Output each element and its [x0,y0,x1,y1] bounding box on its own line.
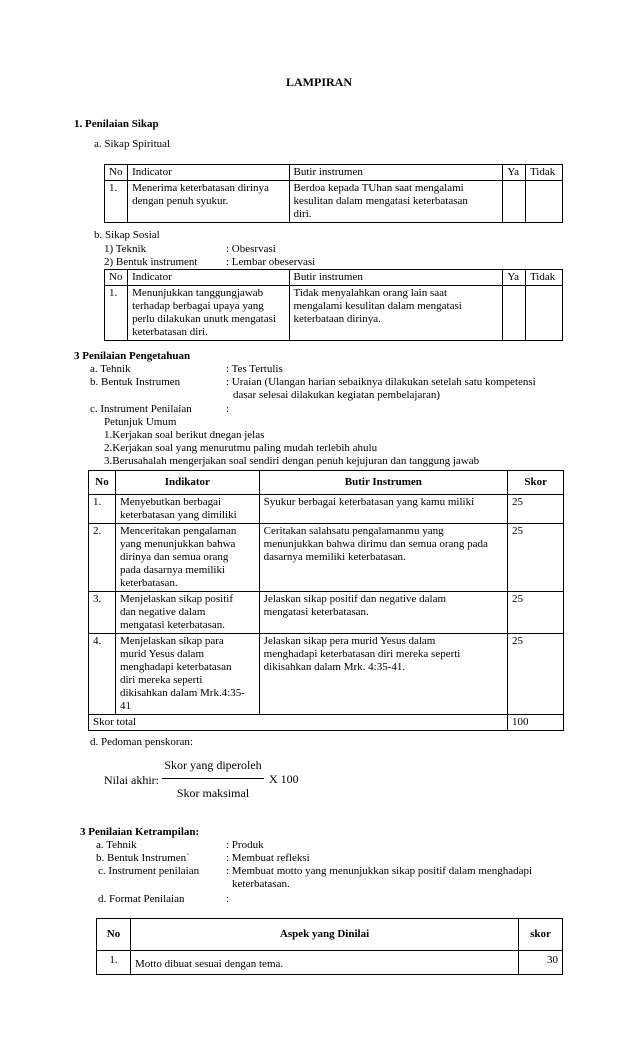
table-row [105,181,563,223]
step-item: 3.Berusahalah mengerjakan soal sendiri dengan penuh kejujuran dan tanggung jawab [104,455,480,467]
cell-line: dan negative dalam [119,606,206,618]
format-penilaian-value: : [226,893,230,905]
cell-no: 4. [89,634,116,715]
cell-indicator [128,286,289,341]
cell-line: Menunjukkan tanggungjawab [132,287,264,299]
col-header: skor [519,919,563,951]
cell-line: menghadapi keterbatasan [119,661,232,673]
table-row [89,592,564,634]
cell-line: dengan penuh syukur. [132,195,229,207]
cell-line: Menceritakan pengalaman [119,525,237,537]
col-header: Indicator [128,270,289,286]
cell-skor: 25 [508,592,564,634]
cell-no: 1. [89,495,116,524]
bentuk-instrumen-value-cont: dasar selesai dilakukan kegiatan pembelajaran) [233,389,441,401]
cell-butir [289,181,503,223]
col-header: No [89,471,116,495]
col-header: Indikator [115,471,259,495]
cell-line: Menjelaskan sikap para [119,635,224,647]
cell-line: Menyebutkan berbagai [119,496,222,508]
cell-line: Jelaskan sikap pera murid Yesus dalam [263,635,436,647]
cell-line: Berdoa kepada TUhan saat mengalami [293,182,464,194]
spiritual-table [104,164,563,223]
petunjuk-umum: Petunjuk Umum [104,416,177,428]
section-1b-heading: b. Sikap Sosial [94,229,160,241]
col-header: Indicator [128,165,289,181]
tehnik-label: a. Tehnik [90,363,131,375]
bentuk-instrumen-label: b. Bentuk Instrumen` [96,852,190,864]
bentuk-instrumen-value: : Membuat refleksi [226,852,310,864]
col-header: Butir instrumen [289,270,503,286]
cell-no: 1. [105,181,128,223]
table-total-row [89,715,564,731]
cell-tidak [525,181,562,223]
cell-butir [259,592,507,634]
section-1a-heading: a. Sikap Spiritual [94,138,171,150]
cell-butir [259,524,507,592]
cell-line: 41 [119,700,131,712]
cell-line: mengalami kesulitan dalam mengatasi [293,300,462,312]
cell-butir [259,634,507,715]
total-value: 100 [508,715,564,731]
col-header: Ya [503,165,526,181]
cell-indicator [128,181,289,223]
bentuk-instrumen-label: b. Bentuk Instrumen [90,376,181,388]
cell-line: Tidak menyalahkan orang lain saat [293,287,448,299]
cell-line: terhadap berbagai upaya yang [132,300,264,312]
cell-line: keterbatasan diri. [132,326,208,338]
instrument-penilaian-label: c. Instrument Penilaian [90,403,192,415]
cell-indikator [115,524,259,592]
cell-ya [503,181,526,223]
section-1-heading: 1. Penilaian Sikap [74,118,159,130]
cell-indikator [115,592,259,634]
instrument-penilaian-value-cont: keterbatasan. [232,878,290,890]
teknik-value: : Obesrvasi [226,243,276,255]
skill-table [96,918,563,975]
section-3-heading: 3 Penilaian Ketrampilan: [80,826,200,838]
bentuk-value: : Lembar obeservasi [226,256,316,268]
cell-line: Jelaskan sikap positif dan negative dalam [263,593,447,605]
cell-line: keterbatasan. [119,577,178,589]
bentuk-instrumen-value: : Uraian (Ulangan harian sebaiknya dilakukan setelah satu kompetensi [226,376,536,388]
cell-line: dikisahkan dalam Mrk.4:35- [119,687,245,699]
cell-line: yang menunjukkan bahwa [119,538,236,550]
cell-line: kesulitan dalam mengatasi keterbatasan [293,195,468,207]
tehnik-label: a. Tehnik [96,839,137,851]
table-row [89,634,564,715]
step-item: 1.Kerjakan soal berikut dnegan jelas [104,429,265,441]
bentuk-label: 2) Bentuk instrument [104,256,198,268]
col-header: No [105,270,128,286]
cell-line: diri mereka seperti [119,674,203,686]
formula-label: Nilai akhir: [104,773,159,787]
pedoman-penskoran: d. Pedoman penskoran: [90,736,193,748]
formula-denominator: Skor maksimal [176,786,250,800]
cell-indikator [115,495,259,524]
cell-line: pada dasarnya memiliki [119,564,226,576]
col-header: Tidak [525,165,562,181]
knowledge-table [88,470,564,731]
instrument-penilaian-value: : Membuat motto yang menunjukkan sikap positif dalam menghadapi [226,865,533,877]
col-header: Aspek yang Dinilai [130,919,518,951]
cell-line: diri. [293,208,312,220]
social-table [104,269,563,341]
col-header: No [97,919,131,951]
cell-line: mengatasi keterbatasan. [263,606,369,618]
step-item: 2.Kerjakan soal yang menurutmu paling mudah terlebih ahulu [104,442,378,454]
cell-line: menunjukkan bahwa dirimu dan semua orang pada [263,538,488,550]
col-header: Skor [508,471,564,495]
table-row [89,524,564,592]
cell-skor: 30 [519,951,563,975]
section-2-heading: 3 Penilaian Pengetahuan [74,350,191,362]
cell-line: Menjelaskan sikap positif [119,593,234,605]
col-header: Butir Instrumen [259,471,507,495]
table-row [97,951,563,975]
format-penilaian-label: d. Format Penilaian [98,893,185,905]
tehnik-value: : Tes Tertulis [226,363,283,375]
cell-aspek: Motto dibuat sesuai dengan tema. [130,951,518,975]
instrument-penilaian-label: c. Instrument penilaian [98,865,200,877]
cell-line: mengatasi keterbatasan. [119,619,226,631]
cell-line: keterbatasan yang dimiliki [119,509,237,521]
col-header: No [105,165,128,181]
cell-line: Menerima keterbatasan dirinya [132,182,269,194]
teknik-label: 1) Teknik [104,243,147,255]
cell-ya [503,286,526,341]
cell-skor: 25 [508,634,564,715]
cell-no: 1. [105,286,128,341]
cell-line: menghadapi keterbatasan diri mereka seperti [263,648,461,660]
cell-line: perlu dilakukan unutk mengatasi [132,313,276,325]
col-header: Tidak [525,270,562,286]
col-header: Ya [503,270,526,286]
formula-numerator: Skor yang diperoleh [164,758,262,772]
cell-line: keterbataan dirinya. [293,313,381,325]
total-label: Skor total [89,715,508,731]
cell-no: 1. [97,951,131,975]
cell-line: dikisahkan dalam Mrk. 4:35-41. [263,661,406,673]
cell-skor: 25 [508,495,564,524]
instrument-penilaian-value: : [226,403,230,415]
cell-line: Syukur berbagai keterbatasan yang kamu miliki [263,496,475,508]
cell-butir [289,286,503,341]
tehnik-value: : Produk [226,839,264,851]
cell-line: dasarnya memiliki keterbatasan. [263,551,406,563]
cell-indikator [115,634,259,715]
formula-times: X 100 [269,772,299,786]
cell-line: dirinya dan semua orang [119,551,229,563]
cell-line: murid Yesus dalam [119,648,204,660]
table-row [105,286,563,341]
cell-no: 3. [89,592,116,634]
cell-butir [259,495,507,524]
table-row [89,495,564,524]
page-title: LAMPIRAN [286,75,352,89]
cell-line: Ceritakan salahsatu pengalamanmu yang [263,525,444,537]
formula-fraction-line [162,778,264,779]
cell-no: 2. [89,524,116,592]
col-header: Butir instrumen [289,165,503,181]
cell-skor: 25 [508,524,564,592]
cell-tidak [525,286,562,341]
